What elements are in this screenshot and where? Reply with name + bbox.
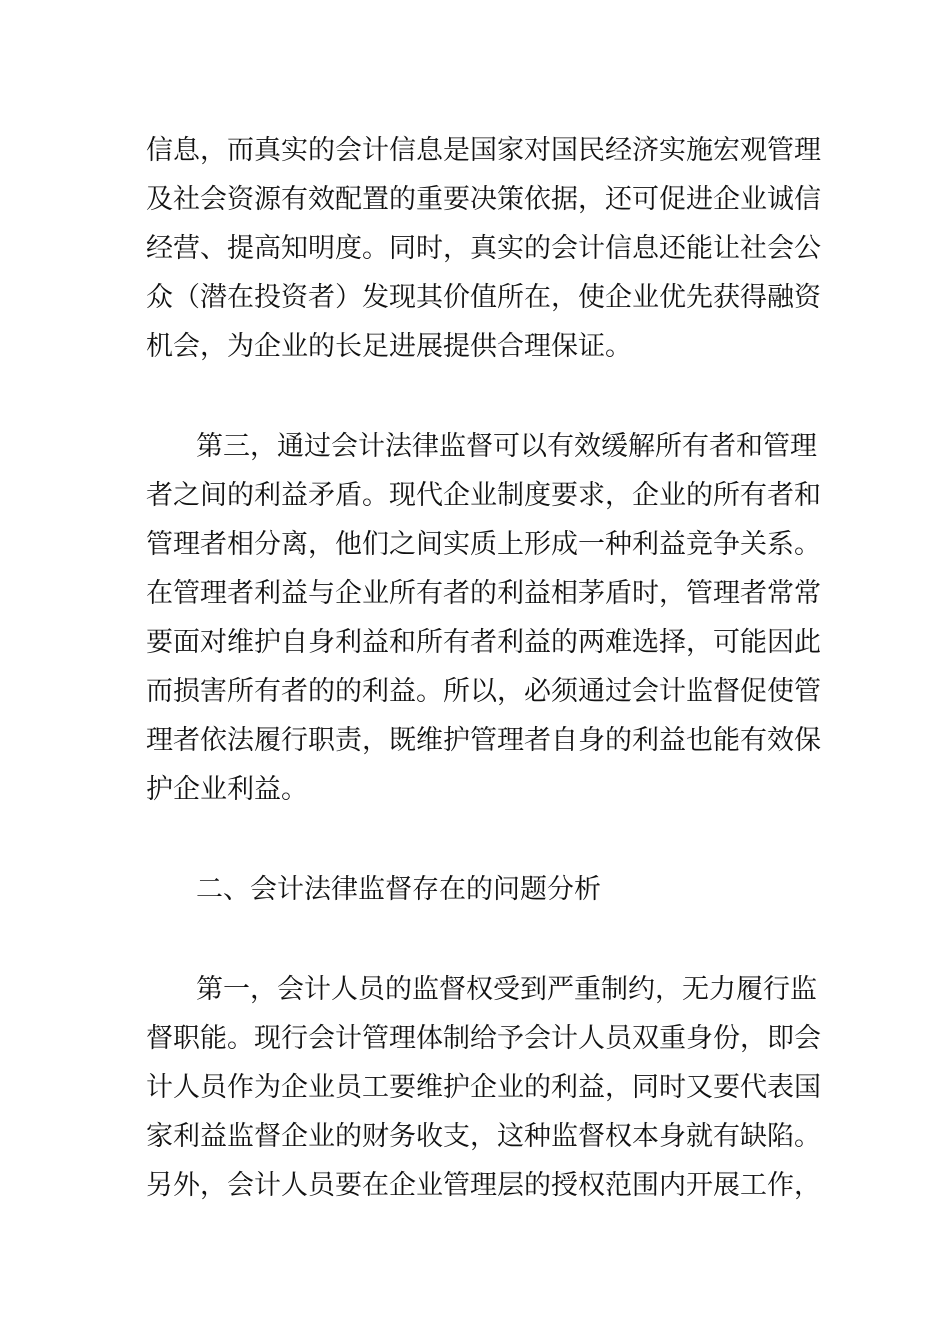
text-line: 经营、提高知明度。同时，真实的会计信息还能让社会公	[146, 233, 821, 264]
text-line: 管理者相分离，他们之间实质上形成一种利益竞争关系。	[146, 529, 821, 560]
text-line: 众（潜在投资者）发现其价值所在，使企业优先获得融资	[146, 282, 821, 313]
text-line: 督职能。现行会计管理体制给予会计人员双重身份，即会	[146, 1023, 821, 1054]
text-line: 要面对维护自身利益和所有者利益的两难选择，可能因此	[146, 627, 821, 658]
text-line: 理者依法履行职责，既维护管理者自身的利益也能有效保	[146, 725, 821, 756]
text-line: 及社会资源有效配置的重要决策依据，还可促进企业诚信	[146, 184, 821, 215]
text-line: 机会，为企业的长足进展提供合理保证。	[146, 331, 632, 362]
text-line: 护企业利益。	[146, 774, 308, 805]
text-line: 另外，会计人员要在企业管理层的授权范围内开展工作，	[146, 1170, 821, 1201]
text-line: 信息，而真实的会计信息是国家对国民经济实施宏观管理	[146, 135, 821, 166]
text-line: 在管理者利益与企业所有者的利益相茅盾时，管理者常常	[146, 578, 821, 609]
text-line: 者之间的利益矛盾。现代企业制度要求，企业的所有者和	[146, 480, 821, 511]
text-line: 家利益监督企业的财务收支，这种监督权本身就有缺陷。	[146, 1121, 821, 1152]
text-line: 第一，会计人员的监督权受到严重制约，无力履行监	[196, 974, 817, 1005]
text-line: 而损害所有者的的利益。所以，必须通过会计监督促使管	[146, 676, 821, 707]
text-line: 第三，通过会计法律监督可以有效缓解所有者和管理	[196, 431, 817, 462]
text-line: 计人员作为企业员工要维护企业的利益，同时又要代表国	[146, 1072, 821, 1103]
section-heading-text: 二、会计法律监督存在的问题分析	[196, 874, 601, 905]
